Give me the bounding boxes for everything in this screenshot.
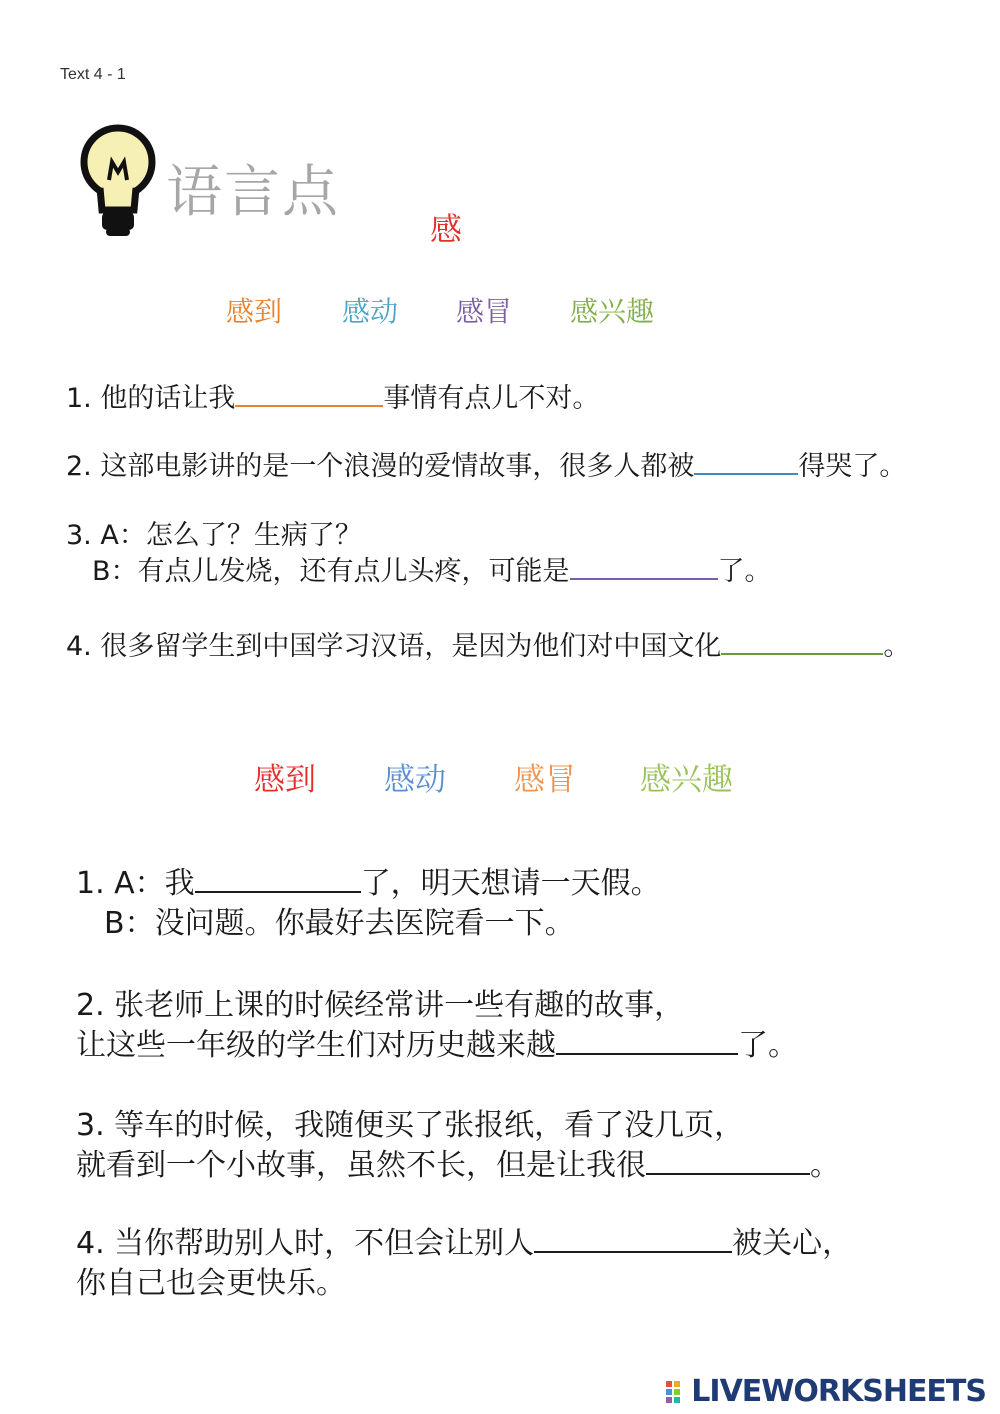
word-bank-item[interactable]: 感兴趣 [640,762,733,798]
answer-blank[interactable] [570,578,718,580]
logo-text: LIVEWORKSHEETS [691,1374,986,1409]
answer-blank[interactable] [534,1251,732,1253]
question-text: 1. A：我 [76,866,195,901]
question-6 [76,986,798,1066]
question-text: 了。 [738,1028,798,1063]
answer-blank[interactable] [235,405,383,407]
answer-blank[interactable] [195,891,361,893]
question-text: B：没问题。你最好去医院看一下。 [104,906,575,941]
question-text: 你自己也会更快乐。 [76,1266,346,1301]
question-text: 。 [810,1148,840,1183]
answer-blank[interactable] [556,1053,738,1055]
liveworksheets-logo-icon [666,1381,688,1403]
question-text: 2. 这部电影讲的是一个浪漫的爱情故事，很多人都被 [66,451,695,482]
lightbulb-icon [76,118,164,240]
word-bank-item[interactable]: 感冒 [456,295,513,328]
worksheet-reference: Text 4 - 1 [60,66,126,83]
question-2 [66,449,906,485]
word-bank-item[interactable]: 感动 [342,295,399,328]
question-3 [66,518,772,590]
word-bank-item[interactable]: 感到 [254,762,316,798]
question-8 [76,1224,852,1304]
question-text: 。 [883,631,911,662]
question-text: 就看到一个小故事，虽然不长，但是让我很 [76,1148,646,1183]
answer-blank[interactable] [646,1173,810,1175]
answer-blank[interactable] [721,653,883,655]
question-text: 4. 很多留学生到中国学习汉语，是因为他们对中国文化 [66,631,722,662]
question-text: 了，明天想请一天假。 [360,866,661,901]
word-bank-item[interactable]: 感到 [226,295,283,328]
word-bank-item[interactable]: 感冒 [514,762,576,798]
question-text: 被关心， [732,1226,853,1261]
question-7 [76,1106,840,1186]
word-bank-item[interactable]: 感动 [384,762,446,798]
question-text: 1. 他的话让我 [66,383,236,414]
question-text: 了。 [717,556,772,587]
liveworksheets-logo[interactable] [666,1374,986,1409]
question-5 [76,864,661,944]
question-text: B：有点儿发烧，还有点儿头疼，可能是 [92,556,570,587]
question-text: 2. 张老师上课的时候经常讲一些有趣的故事， [76,988,685,1023]
question-4 [66,629,910,665]
page-title: 语言点 [166,160,340,225]
question-text: 得哭了。 [798,451,907,482]
question-text: 事情有点儿不对。 [383,383,600,414]
question-text: 4. 当你帮助别人时，不但会让别人 [76,1226,535,1261]
question-1 [66,381,599,417]
question-text: 3. A：怎么了？生病了？ [66,520,362,551]
topic-character: 感 [430,210,463,248]
question-text: 3. 等车的时候，我随便买了张报纸，看了没几页， [76,1108,745,1143]
answer-blank[interactable] [694,473,798,475]
question-text: 让这些一年级的学生们对历史越来越 [76,1028,556,1063]
word-bank-item[interactable]: 感兴趣 [570,295,655,328]
